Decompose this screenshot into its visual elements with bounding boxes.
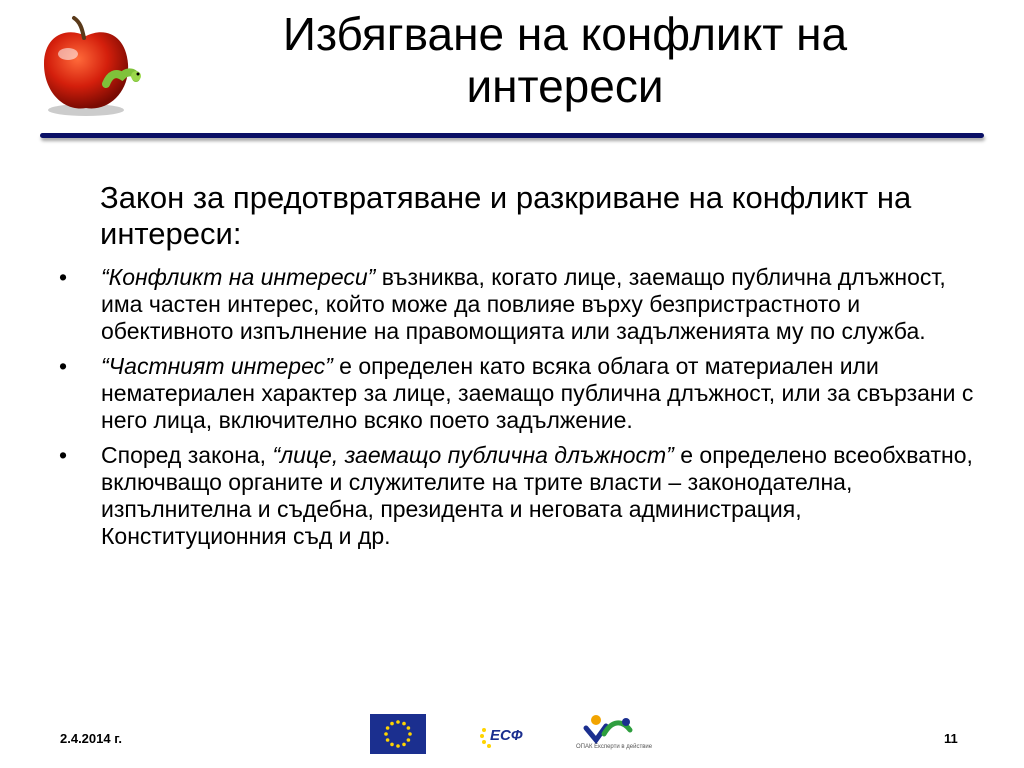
bullet-text: е определен като всяка облага от материален или нематериален характер за лице, заемащо публична длъжност, или за свързани с него лица, включително всяко поето задължение. xyxy=(101,353,974,433)
bullet-marker: • xyxy=(59,353,68,379)
slide-title xyxy=(150,8,980,112)
bullet-prefix: Според закона, xyxy=(101,442,273,468)
bullet-term: “Частният интерес” xyxy=(101,353,333,379)
esf-logo-icon xyxy=(476,716,532,754)
bullet-item-private-interest xyxy=(55,353,975,434)
bullet-text: възниква, когато лице, заемащо публична длъжност, има частен интерес, който може да повлияе върху безпристрастното и обективното изпълнение на правомощията или задълженията му по служба. xyxy=(101,264,946,344)
eu-flag-icon xyxy=(370,714,426,754)
bullet-marker: • xyxy=(59,442,68,468)
esf-logo-text: ЕСФ xyxy=(490,727,523,744)
bullet-text: е определено всеобхватно, включващо органите и служителите на трите власти – законодателна, изпълнителна и съдебна, президента и неговата администрация, Конституционния съд и др. xyxy=(101,442,973,549)
bullet-item-conflict xyxy=(55,264,975,345)
bullet-marker: • xyxy=(59,264,68,290)
opak-logo-caption: ОПАК Експерти в действие xyxy=(576,744,653,750)
bullet-term: “лице, заемащо публична длъжност” xyxy=(272,442,674,468)
title-divider xyxy=(40,133,984,138)
slide-title-line-1: Избягване на конфликт на xyxy=(282,8,848,60)
slide-intro: Закон за предотвратяване и разкриване на конфликт на интереси: xyxy=(100,180,912,251)
page-number: 11 xyxy=(944,731,958,746)
slide-title-line-2: интереси xyxy=(466,60,664,112)
apple-worm-logo-icon xyxy=(36,14,144,120)
footer-date: 2.4.2014 г. xyxy=(60,731,122,746)
bullet-list xyxy=(55,264,975,558)
bullet-term: “Конфликт на интереси” xyxy=(101,264,376,290)
bullet-item-public-office xyxy=(55,442,975,550)
